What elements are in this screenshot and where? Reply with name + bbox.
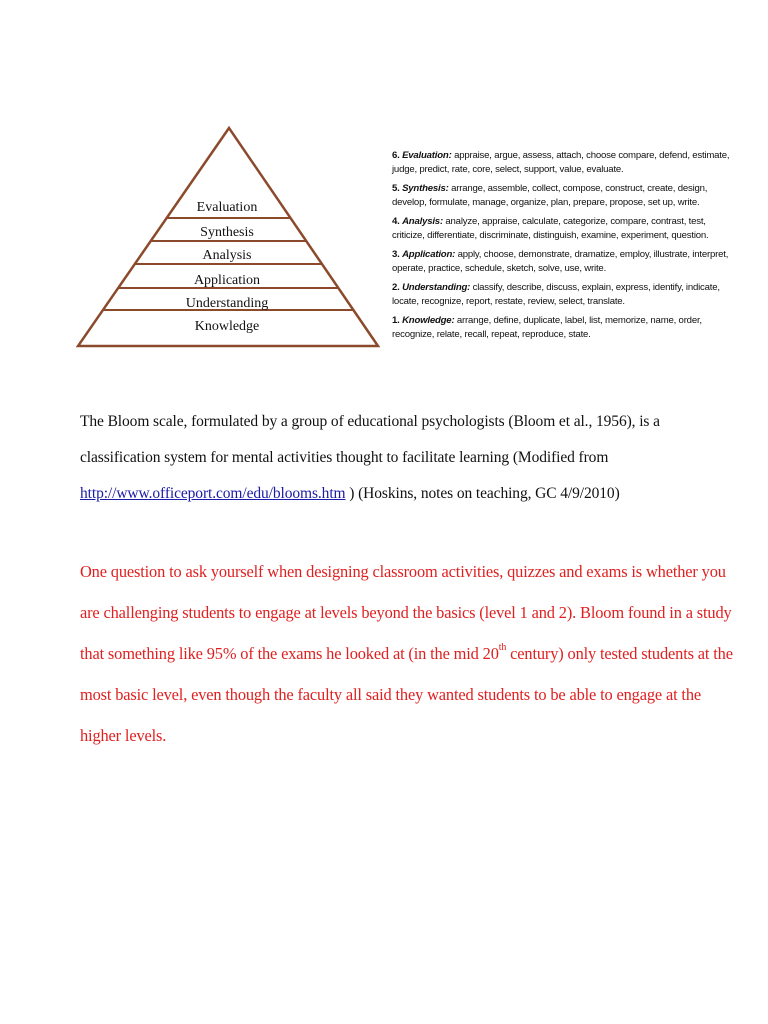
level-verbs: arrange, define, duplicate, label, list, memorize, name, order, recognize, relate, recall, repeat, reproduce, state. — [392, 315, 702, 340]
level-name: Analysis: — [402, 216, 443, 227]
level-verbs: analyze, appraise, calculate, categorize, compare, contrast, test, criticize, differentiate, discriminate, distinguish, examine, experiment, question. — [392, 216, 709, 241]
level-number: 1. — [392, 315, 400, 326]
note-text-part2: century) only tested students at the most basic level, even though the faculty all said they wanted students to be able to engage at the higher levels. — [80, 644, 733, 745]
teaching-note-paragraph — [80, 551, 740, 756]
pyramid-level-evaluation: Evaluation — [196, 200, 258, 215]
level-number: 5. — [392, 183, 400, 194]
level-name: Synthesis: — [402, 183, 449, 194]
pyramid-level-analysis: Analysis — [202, 248, 252, 263]
level-verbs: classify, describe, discuss, explain, express, identify, indicate, locate, recognize, report, restate, review, select, translate. — [392, 282, 720, 307]
level-number: 6. — [392, 150, 400, 161]
pyramid-level-knowledge: Knowledge — [194, 319, 260, 334]
level-number: 3. — [392, 249, 400, 260]
note-text-part1: One question to ask yourself when designing classroom activities, quizzes and exams is whether you are challenging students to engage at levels beyond the basics (level 1 and 2). Bloom found in a study that something like 95% of the exams he looked at (in the mid 20 — [80, 562, 732, 663]
officeport-link[interactable]: http://www.officeport.com/edu/blooms.htm — [80, 485, 346, 502]
level-item-analysis — [392, 215, 732, 243]
level-number: 4. — [392, 216, 400, 227]
level-name: Understanding: — [402, 282, 471, 293]
caption-text: The Bloom scale, formulated by a group of educational psychologists (Bloom et al., 1956), is a classification system for mental activities thought to facilitate learning (Modified from — [80, 413, 660, 466]
level-verbs: arrange, assemble, collect, compose, construct, create, design, develop, formulate, manage, organize, plan, prepare, propose, set up, write. — [392, 183, 708, 208]
level-item-synthesis — [392, 182, 732, 210]
level-item-understanding — [392, 281, 732, 309]
pyramid-level-understanding: Understanding — [185, 296, 269, 311]
bloom-pyramid — [76, 124, 382, 350]
level-verbs: appraise, argue, assess, attach, choose compare, defend, estimate, judge, predict, rate, core, select, support, value, evaluate. — [392, 150, 730, 175]
pyramid-level-application: Application — [193, 273, 261, 288]
level-name: Knowledge: — [402, 315, 455, 326]
bloom-level-list — [392, 149, 732, 347]
level-number: 2. — [392, 282, 400, 293]
level-item-knowledge — [392, 314, 732, 342]
level-name: Application: — [402, 249, 456, 260]
level-name: Evaluation: — [402, 150, 452, 161]
level-item-application — [392, 248, 732, 276]
level-item-evaluation — [392, 149, 732, 177]
pyramid-level-synthesis: Synthesis — [200, 225, 254, 240]
level-verbs: apply, choose, demonstrate, dramatize, employ, illustrate, interpret, operate, practice, schedule, sketch, solve, use, write. — [392, 249, 729, 274]
caption-citation: ) (Hoskins, notes on teaching, GC 4/9/2010) — [345, 485, 620, 502]
bloom-caption-paragraph — [80, 404, 740, 512]
note-superscript: th — [498, 642, 507, 653]
